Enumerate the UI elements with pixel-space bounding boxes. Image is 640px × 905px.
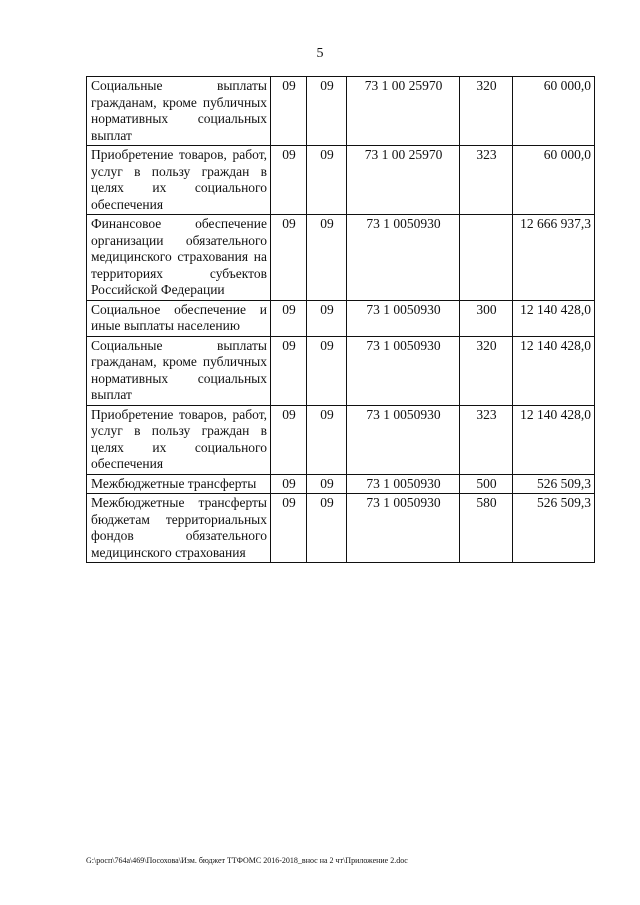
row-expense-type-cell: 580 [460, 494, 513, 563]
row-amount-cell: 526 509,3 [513, 494, 595, 563]
table-row [87, 77, 595, 146]
row-target-article-cell: 73 1 00 25970 [347, 146, 460, 215]
row-name-cell: Приобретение товаров, работ, услуг в пользу граждан в целях их социального обеспечения [87, 146, 271, 215]
table-row [87, 494, 595, 563]
row-subsection-cell: 09 [307, 474, 347, 494]
row-subsection-cell: 09 [307, 146, 347, 215]
table-row [87, 336, 595, 405]
row-name-cell: Финансовое обеспечение организации обязательного медицинского страхования на территориях субъектов Российской Федерации [87, 215, 271, 301]
row-expense-type-cell: 320 [460, 336, 513, 405]
row-name-cell: Межбюджетные трансферты [87, 474, 271, 494]
table-row [87, 215, 595, 301]
row-expense-type-cell [460, 215, 513, 301]
table-row [87, 300, 595, 336]
row-amount-cell: 12 140 428,0 [513, 336, 595, 405]
row-name-cell: Межбюджетные трансферты бюджетам территориальных фондов обязательного медицинского страхования [87, 494, 271, 563]
row-amount-cell: 12 140 428,0 [513, 300, 595, 336]
row-section-cell: 09 [271, 300, 307, 336]
row-section-cell: 09 [271, 474, 307, 494]
row-section-cell: 09 [271, 215, 307, 301]
row-section-cell: 09 [271, 336, 307, 405]
row-amount-cell: 12 140 428,0 [513, 405, 595, 474]
row-name-cell: Социальные выплаты гражданам, кроме публичных нормативных социальных выплат [87, 77, 271, 146]
row-target-article-cell: 73 1 0050930 [347, 300, 460, 336]
row-target-article-cell: 73 1 0050930 [347, 474, 460, 494]
row-target-article-cell: 73 1 0050930 [347, 494, 460, 563]
page-number: 5 [316, 46, 324, 61]
row-amount-cell: 526 509,3 [513, 474, 595, 494]
row-target-article-cell: 73 1 0050930 [347, 215, 460, 301]
row-expense-type-cell: 323 [460, 146, 513, 215]
table-row [87, 405, 595, 474]
row-subsection-cell: 09 [307, 215, 347, 301]
row-section-cell: 09 [271, 405, 307, 474]
row-target-article-cell: 73 1 00 25970 [347, 77, 460, 146]
row-expense-type-cell: 500 [460, 474, 513, 494]
row-expense-type-cell: 323 [460, 405, 513, 474]
table-row [87, 146, 595, 215]
row-expense-type-cell: 300 [460, 300, 513, 336]
row-name-cell: Социальные выплаты гражданам, кроме публичных нормативных социальных выплат [87, 336, 271, 405]
row-expense-type-cell: 320 [460, 77, 513, 146]
row-subsection-cell: 09 [307, 300, 347, 336]
row-amount-cell: 12 666 937,3 [513, 215, 595, 301]
row-name-cell: Приобретение товаров, работ, услуг в пользу граждан в целях их социального обеспечения [87, 405, 271, 474]
row-subsection-cell: 09 [307, 77, 347, 146]
row-subsection-cell: 09 [307, 405, 347, 474]
row-name-cell: Социальное обеспечение и иные выплаты населению [87, 300, 271, 336]
row-subsection-cell: 09 [307, 494, 347, 563]
table-row [87, 474, 595, 494]
row-section-cell: 09 [271, 146, 307, 215]
row-target-article-cell: 73 1 0050930 [347, 405, 460, 474]
footer-file-path: G:\росп\764a\469\Посохова\Изм. бюджет ТТФОМС 2016-2018_внос на 2 чт\Приложение 2.doc [86, 856, 408, 865]
row-amount-cell: 60 000,0 [513, 77, 595, 146]
row-subsection-cell: 09 [307, 336, 347, 405]
row-amount-cell: 60 000,0 [513, 146, 595, 215]
row-section-cell: 09 [271, 494, 307, 563]
row-section-cell: 09 [271, 77, 307, 146]
budget-table [86, 76, 595, 563]
row-target-article-cell: 73 1 0050930 [347, 336, 460, 405]
